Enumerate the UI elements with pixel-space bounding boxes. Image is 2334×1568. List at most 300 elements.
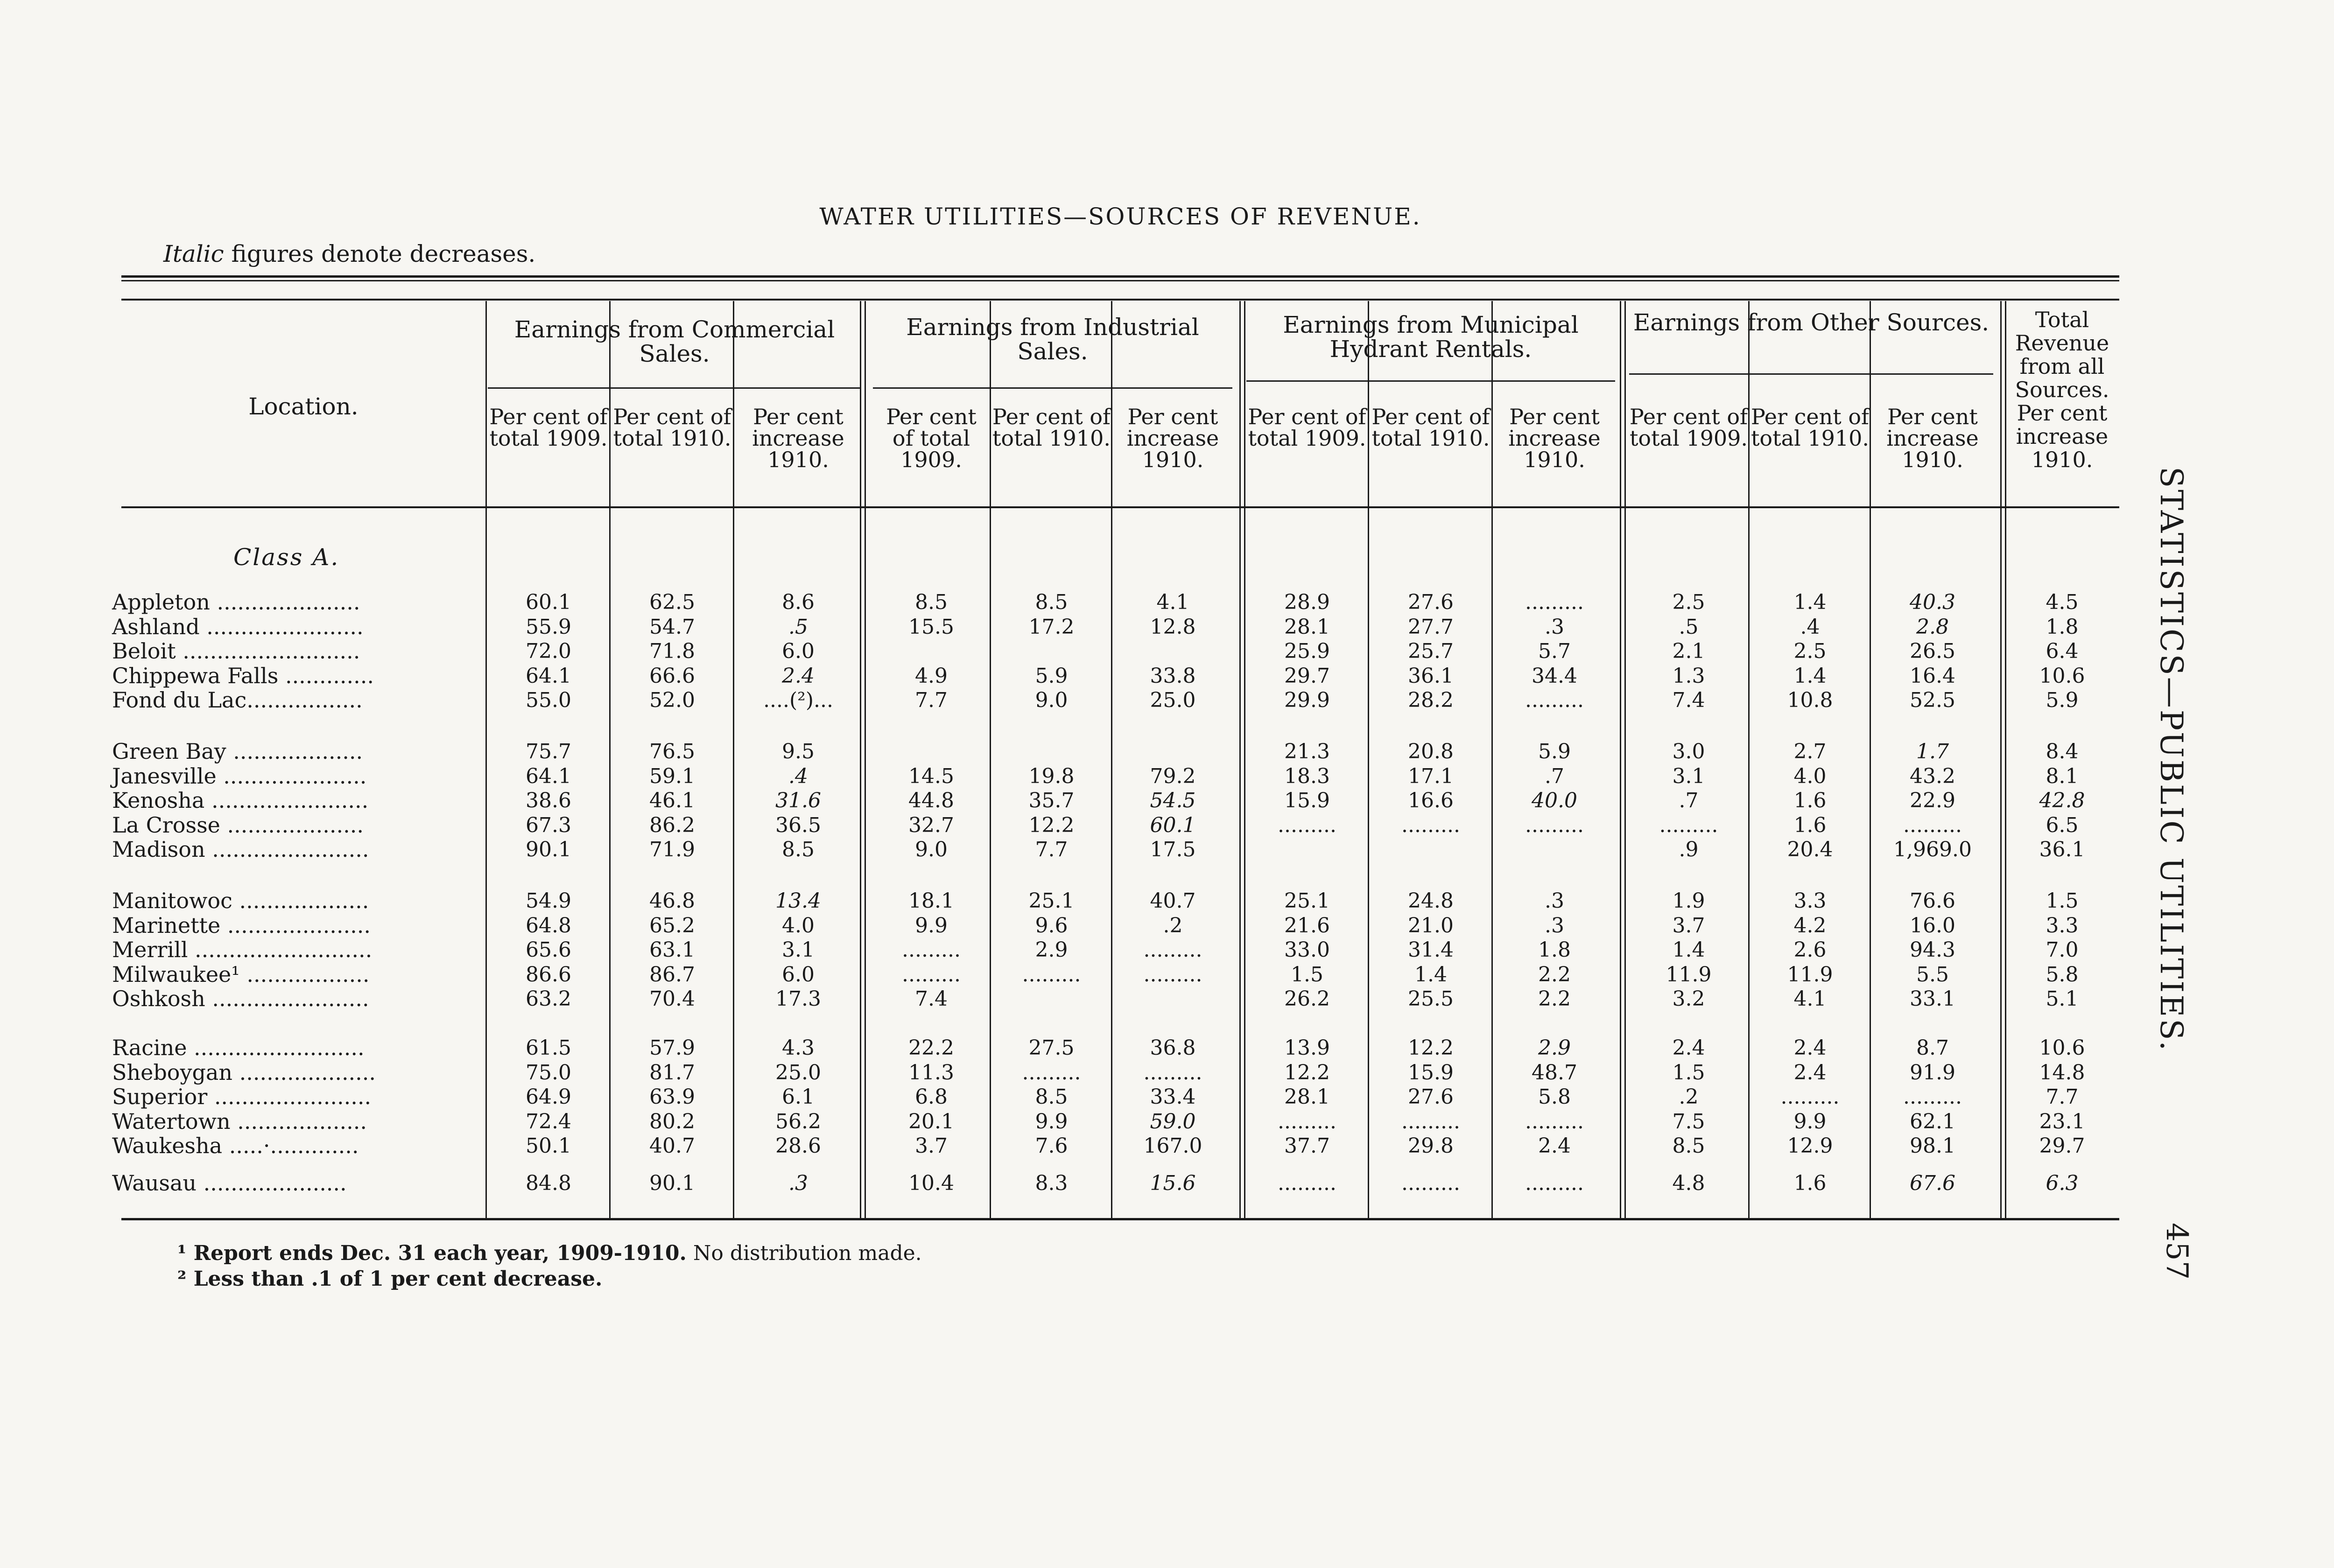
row-location: Wausau .....................: [112, 1170, 347, 1196]
column-rule: [1244, 301, 1245, 1218]
table-cell: 60.1: [1150, 813, 1196, 837]
column-rule: [990, 301, 991, 1218]
group-header-total: Total Revenue from all Sources. Per cent increase 1910.: [2015, 307, 2109, 472]
table-cell: 72.4: [526, 1110, 571, 1134]
group-rule-1: [488, 387, 861, 389]
table-cell: 15.6: [1150, 1171, 1196, 1195]
table-cell: 5.9: [1538, 740, 1571, 763]
group-header-hydrant: Earnings from Municipal Hydrant Rentals.: [1283, 311, 1579, 363]
table-cell: 4.1: [1793, 987, 1827, 1011]
table-cell: .4: [1800, 615, 1820, 639]
italic-note: [163, 240, 535, 267]
table-cell: 18.3: [1284, 764, 1330, 788]
table-cell: .........: [1525, 813, 1584, 837]
table-cell: 29.9: [1284, 688, 1330, 712]
table-cell: 36.1: [1408, 664, 1454, 688]
table-cell: 25.1: [1284, 889, 1330, 913]
table-cell: 98.1: [1910, 1134, 1955, 1158]
column-rule: [1111, 301, 1112, 1218]
table-cell: 1.6: [1793, 789, 1827, 812]
table-cell: 13.4: [775, 889, 821, 913]
table-cell: 64.1: [526, 764, 571, 788]
table-cell: 2.5: [1793, 639, 1827, 663]
table-cell: 91.9: [1910, 1061, 1955, 1085]
table-cell: 31.6: [775, 789, 821, 812]
table-cell: 50.1: [526, 1134, 571, 1158]
table-cell: 86.7: [649, 963, 695, 987]
table-cell: 3.7: [915, 1134, 948, 1158]
table-cell: 44.8: [908, 789, 954, 812]
table-cell: 10.6: [2039, 1036, 2085, 1060]
table-cell: .........: [1401, 1171, 1460, 1195]
subheader-cell: Per cent of total 1909.: [1629, 404, 1748, 451]
table-cell: 17.1: [1408, 764, 1454, 788]
table-cell: 36.5: [775, 813, 821, 837]
table-cell: 12.2: [1028, 813, 1075, 837]
table-cell: .........: [902, 938, 961, 962]
table-cell: 35.7: [1028, 789, 1075, 812]
table-cell: 5.8: [1538, 1085, 1571, 1109]
table-cell: .4: [788, 764, 808, 788]
table-cell: 27.7: [1408, 615, 1454, 639]
table-cell: 27.6: [1408, 1085, 1454, 1109]
table-cell: 16.4: [1910, 664, 1955, 688]
table-cell: 28.6: [775, 1134, 821, 1158]
table-cell: 8.7: [1916, 1036, 1949, 1060]
column-rule: [2000, 301, 2002, 1218]
table-cell: 8.3: [1035, 1171, 1068, 1195]
table-cell: 25.9: [1284, 639, 1330, 663]
table-cell: .........: [1525, 590, 1584, 614]
table-cell: 3.2: [1672, 987, 1705, 1011]
table-cell: 17.3: [775, 987, 821, 1011]
table-cell: .7: [1545, 764, 1564, 788]
running-head: STATISTICS—PUBLIC UTILITIES.: [2153, 467, 2189, 1053]
table-cell: 67.3: [526, 813, 571, 837]
table-cell: 2.7: [1793, 740, 1827, 763]
table-cell: 5.1: [2046, 987, 2079, 1011]
table-cell: 5.9: [2046, 688, 2079, 712]
table-cell: .3: [788, 1171, 808, 1195]
table-cell: .........: [1278, 1110, 1336, 1134]
table-cell: 72.0: [526, 639, 571, 663]
table-cell: 65.2: [649, 914, 695, 938]
table-cell: .........: [1780, 1085, 1840, 1109]
table-cell: 7.7: [2046, 1085, 2079, 1109]
table-cell: 25.0: [1150, 688, 1196, 712]
table-cell: 76.6: [1910, 889, 1955, 913]
table-cell: 8.6: [782, 590, 815, 614]
table-cell: 40.7: [1150, 889, 1196, 913]
table-cell: 1.4: [1793, 590, 1827, 614]
table-cell: 80.2: [649, 1110, 695, 1134]
footnote-1-lead: ¹ Report ends Dec. 31 each year, 1909-1910.: [177, 1241, 687, 1265]
subheader-cell: Per cent increase 1910.: [1126, 404, 1219, 472]
table-cell: 1.6: [1793, 813, 1827, 837]
table-cell: 46.1: [649, 789, 695, 812]
table-cell: 1.8: [2046, 615, 2079, 639]
table-cell: .3: [1545, 914, 1564, 938]
table-cell: 28.1: [1284, 615, 1330, 639]
table-cell: 13.9: [1284, 1036, 1330, 1060]
table-cell: 4.0: [1793, 764, 1827, 788]
table-cell: 2.4: [1793, 1061, 1827, 1085]
table-cell: 25.7: [1408, 639, 1454, 663]
table-cell: 7.0: [2046, 938, 2079, 962]
table-cell: 26.5: [1910, 639, 1955, 663]
table-cell: 1.8: [1538, 938, 1571, 962]
table-cell: 29.8: [1408, 1134, 1454, 1158]
table-cell: .........: [1525, 688, 1584, 712]
table-cell: 33.1: [1910, 987, 1955, 1011]
table-cell: 33.8: [1150, 664, 1196, 688]
table-cell: 94.3: [1910, 938, 1955, 962]
location-header: Location.: [248, 393, 359, 420]
subheader-cell: Per cent of total 1910.: [613, 404, 731, 451]
table-cell: 22.9: [1910, 789, 1955, 812]
table-cell: 24.8: [1408, 889, 1454, 913]
row-location: Marinette .....................: [112, 913, 371, 938]
table-cell: .2: [1679, 1085, 1699, 1109]
table-cell: 55.0: [526, 688, 571, 712]
table-cell: 62.5: [649, 590, 695, 614]
subheader-cell: Per cent increase 1910.: [752, 404, 844, 472]
table-cell: .........: [1903, 1085, 1962, 1109]
table-cell: 1.9: [1672, 889, 1705, 913]
table-cell: 38.6: [526, 789, 571, 812]
table-cell: .........: [1903, 813, 1962, 837]
table-cell: 64.8: [526, 914, 571, 938]
table-cell: 2.9: [1538, 1036, 1571, 1060]
table-cell: 2.4: [782, 664, 815, 688]
table-cell: 63.9: [649, 1085, 695, 1109]
row-location: Superior .......................: [112, 1084, 372, 1109]
table-cell: 12.8: [1150, 615, 1196, 639]
table-cell: .........: [1278, 813, 1336, 837]
table-cell: 9.6: [1035, 914, 1068, 938]
table-cell: 9.0: [1035, 688, 1068, 712]
table-cell: .........: [1143, 963, 1202, 987]
page-title: WATER UTILITIES—SOURCES OF REVENUE.: [819, 203, 1421, 230]
table-cell: 10.6: [2039, 664, 2085, 688]
table-cell: 1.7: [1916, 740, 1949, 763]
table-cell: 60.1: [526, 590, 571, 614]
table-cell: .........: [1278, 1171, 1336, 1195]
table-cell: 8.5: [1672, 1134, 1705, 1158]
table-cell: 25.1: [1028, 889, 1075, 913]
table-cell: 28.1: [1284, 1085, 1330, 1109]
table-cell: 63.1: [649, 938, 695, 962]
table-cell: 14.5: [908, 764, 954, 788]
table-cell: .........: [1143, 1061, 1202, 1085]
table-cell: 4.1: [1156, 590, 1189, 614]
table-cell: 18.1: [908, 889, 954, 913]
table-cell: 34.4: [1532, 664, 1577, 688]
table-cell: 4.8: [1672, 1171, 1705, 1195]
group-rule-4: [1629, 373, 1993, 375]
page-number: 457: [2159, 1223, 2194, 1280]
footnote-1-rest: No distribution made.: [686, 1241, 922, 1265]
table-cell: 76.5: [649, 740, 695, 763]
table-cell: 12.2: [1408, 1036, 1454, 1060]
table-cell: .........: [1525, 1171, 1584, 1195]
table-cell: 31.4: [1408, 938, 1454, 962]
column-rule: [609, 301, 611, 1218]
table-cell: 3.1: [1672, 764, 1705, 788]
subheader-cell: Per cent of total 1909.: [886, 404, 977, 472]
table-cell: 20.1: [908, 1110, 954, 1134]
table-cell: 40.3: [1910, 590, 1955, 614]
group-rule-3: [1246, 380, 1615, 382]
table-cell: .........: [1022, 963, 1081, 987]
table-cell: 1.4: [1793, 664, 1827, 688]
table-cell: 28.9: [1284, 590, 1330, 614]
group-header-other: Earnings from Other Sources.: [1633, 309, 1990, 336]
table-cell: 36.1: [2039, 838, 2085, 861]
table-cell: 64.9: [526, 1085, 571, 1109]
column-rule: [1239, 301, 1241, 1218]
table-cell: 2.8: [1916, 615, 1949, 639]
table-cell: 2.4: [1538, 1134, 1571, 1158]
row-location: Madison .......................: [112, 837, 369, 862]
subheader-cell: Per cent of total 1909.: [489, 404, 608, 451]
note-rest: figures denote decreases.: [224, 240, 536, 267]
row-location: Fond du Lac.................: [112, 687, 363, 713]
table-cell: 10.8: [1787, 688, 1833, 712]
table-cell: 3.0: [1672, 740, 1705, 763]
table-cell: 84.8: [526, 1171, 571, 1195]
row-location: Milwaukee¹ ..................: [112, 962, 370, 987]
table-cell: 6.1: [782, 1085, 815, 1109]
table-cell: 2.9: [1035, 938, 1068, 962]
table-cell: 27.6: [1408, 590, 1454, 614]
table-cell: 6.4: [2046, 639, 2079, 663]
table-cell: .5: [788, 615, 808, 639]
class-label: Class A.: [233, 544, 340, 571]
table-cell: .2: [1163, 914, 1183, 938]
row-location: Chippewa Falls .............: [112, 663, 374, 688]
table-cell: 28.2: [1408, 688, 1454, 712]
table-cell: 64.1: [526, 664, 571, 688]
table-cell: 3.3: [2046, 914, 2079, 938]
group-header-commercial: Earnings from Commercial Sales.: [514, 316, 835, 367]
table-cell: 90.1: [649, 1171, 695, 1195]
table-cell: .5: [1679, 615, 1699, 639]
table-cell: 17.2: [1028, 615, 1075, 639]
table-cell: 62.1: [1910, 1110, 1955, 1134]
table-cell: 2.4: [1672, 1036, 1705, 1060]
row-location: Ashland .......................: [112, 614, 364, 639]
table-cell: 3.1: [782, 938, 815, 962]
row-location: Appleton .....................: [112, 589, 360, 615]
table-cell: 32.7: [908, 813, 954, 837]
table-cell: 54.5: [1150, 789, 1196, 812]
table-cell: 2.6: [1793, 938, 1827, 962]
table-cell: 1.4: [1672, 938, 1705, 962]
table-cell: 57.9: [649, 1036, 695, 1060]
table-cell: 56.2: [775, 1110, 821, 1134]
table-cell: 2.4: [1793, 1036, 1827, 1060]
footnote-1: [177, 1241, 922, 1265]
column-rule: [865, 301, 866, 1218]
table-cell: 7.7: [1035, 838, 1068, 861]
table-cell: 40.0: [1532, 789, 1577, 812]
table-cell: 12.9: [1787, 1134, 1833, 1158]
table-cell: 7.4: [915, 987, 948, 1011]
table-cell: 1.5: [1672, 1061, 1705, 1085]
table-cell: 52.5: [1910, 688, 1955, 712]
table-cell: 23.1: [2039, 1110, 2085, 1134]
row-location: Beloit ..........................: [112, 638, 360, 664]
table-cell: 6.5: [2046, 813, 2079, 837]
table-cell: 65.6: [526, 938, 571, 962]
table-cell: 4.0: [782, 914, 815, 938]
row-location: Sheboygan ....................: [112, 1060, 376, 1085]
table-cell: 9.9: [1035, 1110, 1068, 1134]
table-cell: 4.3: [782, 1036, 815, 1060]
table-cell: 20.8: [1408, 740, 1454, 763]
table-cell: 21.0: [1408, 914, 1454, 938]
table-cell: 8.5: [1035, 590, 1068, 614]
footnote-2: [177, 1267, 602, 1291]
table-cell: 7.5: [1672, 1110, 1705, 1134]
footnote-2-lead: ² Less than .1 of 1 per cent decrease.: [177, 1267, 603, 1291]
table-cell: .........: [902, 963, 961, 987]
row-location: Kenosha .......................: [112, 788, 369, 813]
table-cell: .........: [1143, 938, 1202, 962]
table-cell: 11.3: [908, 1061, 954, 1085]
table-cell: .9: [1679, 838, 1699, 861]
table-cell: 52.0: [649, 688, 695, 712]
table-cell: 11.9: [1666, 963, 1712, 987]
table-cell: 37.7: [1284, 1134, 1330, 1158]
subheader-cell: Per cent of total 1909.: [1248, 404, 1366, 451]
table-cell: 1.4: [1414, 963, 1447, 987]
table-cell: 7.6: [1035, 1134, 1068, 1158]
column-rule: [485, 301, 487, 1218]
table-cell: 54.9: [526, 889, 571, 913]
table-cell: 17.5: [1150, 838, 1196, 861]
bottom-rule: [121, 1218, 2119, 1220]
table-cell: 63.2: [526, 987, 571, 1011]
table-cell: 5.7: [1538, 639, 1571, 663]
table-cell: 9.9: [915, 914, 948, 938]
column-rule: [733, 301, 734, 1218]
table-cell: 8.5: [782, 838, 815, 861]
table-cell: 25.5: [1408, 987, 1454, 1011]
table-cell: 8.4: [2046, 740, 2079, 763]
table-cell: 5.8: [2046, 963, 2079, 987]
table-cell: 71.9: [649, 838, 695, 861]
row-location: Merrill ..........................: [112, 937, 373, 962]
column-rule: [1624, 301, 1626, 1218]
table-cell: 15.9: [1408, 1061, 1454, 1085]
table-cell: .7: [1679, 789, 1699, 812]
top-rule-3: [121, 299, 2119, 301]
column-rule: [1748, 301, 1750, 1218]
table-cell: ....(²)...: [763, 688, 833, 712]
table-cell: 29.7: [2039, 1134, 2085, 1158]
table-cell: 6.8: [915, 1085, 948, 1109]
group-header-industrial: Earnings from Industrial Sales.: [906, 314, 1199, 365]
table-cell: 15.5: [908, 615, 954, 639]
table-cell: 25.0: [775, 1061, 821, 1085]
table-cell: 86.6: [526, 963, 571, 987]
table-cell: 5.9: [1035, 664, 1068, 688]
table-cell: 6.3: [2046, 1171, 2079, 1195]
table-cell: 8.5: [1035, 1085, 1068, 1109]
table-cell: .........: [1525, 1110, 1584, 1134]
table-cell: 86.2: [649, 813, 695, 837]
table-cell: .3: [1545, 889, 1564, 913]
row-location: Watertown ...................: [112, 1109, 367, 1134]
column-rule: [1870, 301, 1871, 1218]
table-cell: 43.2: [1910, 764, 1955, 788]
table-cell: 5.5: [1916, 963, 1949, 987]
table-cell: 6.0: [782, 639, 815, 663]
table-cell: 27.5: [1028, 1036, 1075, 1060]
table-cell: 4.5: [2046, 590, 2079, 614]
table-cell: 167.0: [1143, 1134, 1202, 1158]
table-cell: 81.7: [649, 1061, 695, 1085]
subheader-cell: Per cent increase 1910.: [1886, 404, 1979, 472]
table-cell: 2.2: [1538, 963, 1571, 987]
table-cell: 4.2: [1793, 914, 1827, 938]
table-cell: 79.2: [1150, 764, 1196, 788]
column-rule: [1368, 301, 1369, 1218]
table-cell: 2.5: [1672, 590, 1705, 614]
table-cell: 16.0: [1910, 914, 1955, 938]
table-cell: .........: [1022, 1061, 1081, 1085]
table-cell: 20.4: [1787, 838, 1833, 861]
table-cell: 67.6: [1910, 1171, 1955, 1195]
table-cell: 2.2: [1538, 987, 1571, 1011]
table-cell: 7.7: [915, 688, 948, 712]
table-cell: 75.0: [526, 1061, 571, 1085]
table-cell: 42.8: [2039, 789, 2085, 812]
row-location: Manitowoc ...................: [112, 888, 369, 913]
table-cell: 2.1: [1672, 639, 1705, 663]
table-cell: 55.9: [526, 615, 571, 639]
table-cell: 8.5: [915, 590, 948, 614]
row-location: Racine .........................: [112, 1035, 365, 1060]
table-cell: 66.6: [649, 664, 695, 688]
table-cell: 59.1: [649, 764, 695, 788]
table-cell: 71.8: [649, 639, 695, 663]
table-cell: .........: [1401, 813, 1460, 837]
table-cell: 29.7: [1284, 664, 1330, 688]
table-cell: 8.1: [2046, 764, 2079, 788]
subheader-cell: Per cent of total 1910.: [992, 404, 1111, 451]
group-rule-2: [873, 387, 1232, 389]
table-cell: 70.4: [649, 987, 695, 1011]
table-cell: 26.2: [1284, 987, 1330, 1011]
table-cell: 21.3: [1284, 740, 1330, 763]
table-cell: 40.7: [649, 1134, 695, 1158]
table-cell: 3.3: [1793, 889, 1827, 913]
table-cell: 9.5: [782, 740, 815, 763]
table-cell: 4.9: [915, 664, 948, 688]
table-cell: 3.7: [1672, 914, 1705, 938]
table-cell: .3: [1545, 615, 1564, 639]
subheader-cell: Per cent of total 1910.: [1750, 404, 1870, 451]
table-cell: 1.3: [1672, 664, 1705, 688]
table-cell: 61.5: [526, 1036, 571, 1060]
note-italic-word: Italic: [163, 240, 224, 267]
top-rule-1: [121, 275, 2119, 278]
row-location: Oshkosh .......................: [112, 986, 369, 1011]
table-cell: 21.6: [1284, 914, 1330, 938]
